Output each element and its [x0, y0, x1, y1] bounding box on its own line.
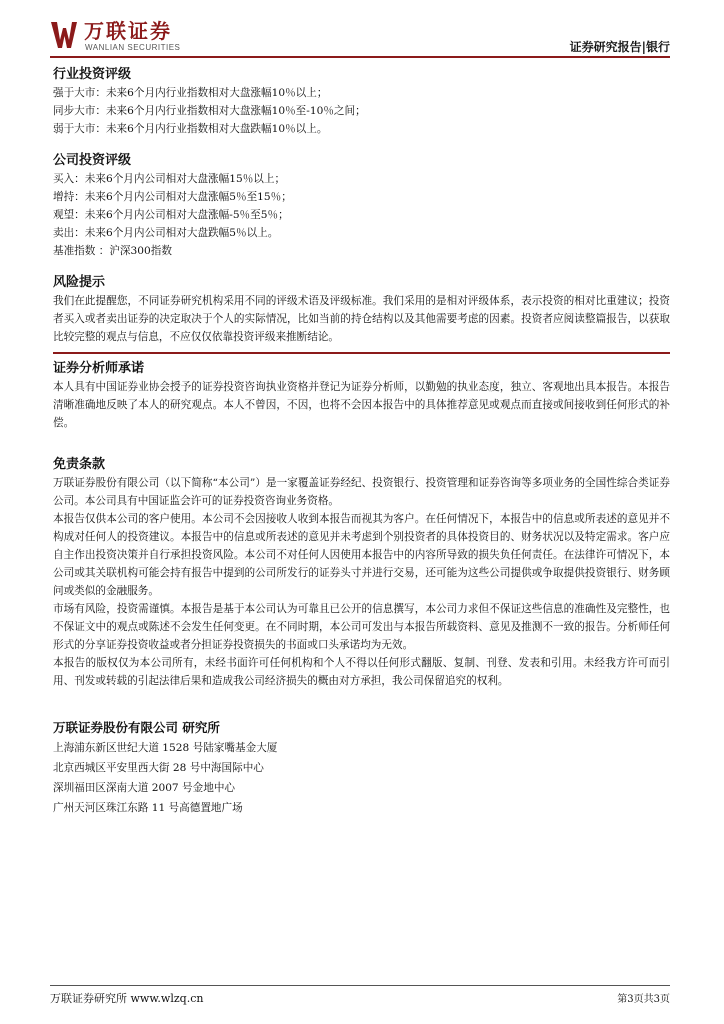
report-category: 证券研究报告|银行 — [569, 40, 670, 54]
company-rating-item: 观望：未来6个月内公司相对大盘涨幅-5％至5％； — [53, 209, 289, 221]
wanlian-logo-icon — [50, 20, 78, 50]
analyst-commitment-text: 本人具有中国证券业协会授予的证券投资咨询执业资格并登记为证券分析师，以勤勉的执业态度，独立、客观地出具本报告。本报告清晰准确地反映了本人的研究观点。本人不曾因，不因，也将不会因本报告中的具体推荐意见或观点而直接或间接收到任何形式的补偿。 — [53, 381, 670, 429]
industry-rating-item: 弱于大市：未来6个月内行业指数相对大盘跌幅10％以上。 — [53, 123, 328, 135]
disclaimer-paragraph: 本报告的版权仅为本公司所有，未经书面许可任何机构和个人不得以任何形式翻版、复制、刊登、发表和引用。未经我方许可而引用、刊发或转载的引起法律后果和造成我公司经济损失的概由对方承担，我公司保留追究的权利。 — [53, 657, 670, 687]
brand-logo — [50, 20, 210, 56]
brand-name-en: WANLIAN SECURITIES — [85, 43, 181, 52]
contact-address: 上海浦东新区世纪大道 1528 号陆家嘴基金大厦 — [53, 742, 278, 754]
analyst-commitment-title: 证券分析师承诺 — [53, 361, 145, 376]
industry-rating-item: 强于大市：未来6个月内行业指数相对大盘涨幅10％以上； — [53, 87, 328, 99]
industry-rating-item: 同步大市：未来6个月内行业指数相对大盘涨幅10％至-10％之间； — [53, 105, 366, 117]
disclaimer-title: 免责条款 — [53, 457, 106, 472]
company-rating-item: 买入：未来6个月内公司相对大盘涨幅15％以上； — [53, 173, 286, 185]
contact-company: 万联证券股份有限公司 研究所 — [53, 720, 220, 735]
company-rating-item: 增持：未来6个月内公司相对大盘涨幅5％至15％； — [53, 191, 292, 203]
company-rating-item: 卖出：未来6个月内公司相对大盘跌幅5％以上。 — [53, 227, 279, 239]
contact-address: 北京西城区平安里西大街 28 号中海国际中心 — [53, 762, 264, 774]
disclaimer-paragraph: 本报告仅供本公司的客户使用。本公司不会因接收人收到本报告而视其为客户。在任何情况下，本报告中的信息或所表述的意见并不构成对任何人的投资建议。本报告中的信息或所表述的意见并未考虑到个别投资者的具体投资目的、财务状况以及特定需求。客户应自主作出投资决策并自行承担投资风险。本公司不对任何人因使用本报告中的内容所导致的损失负任何责任。在法律许可情况下，本公司或其关联机构可能会持有报告中提到的公司所发行的证券头寸并进行交易，还可能为这些公司提供或争取提供投资银行、财务顾问或类似的金融服务。 — [53, 513, 670, 597]
risk-text: 我们在此提醒您，不同证券研究机构采用不同的评级术语及评级标准。我们采用的是相对评级体系，表示投资的相对比重建议；投资者买入或者卖出证券的决定取决于个人的实际情况，比如当前的持仓结构以及其他需要考虑的因素。投资者应阅读整篇报告，以获取比较完整的观点与信息，不应仅仅依靠投资评级来推断结论。 — [53, 295, 670, 343]
industry-rating-title: 行业投资评级 — [53, 67, 132, 82]
page-number: 第3页共3页 — [617, 994, 670, 1005]
company-rating-title: 公司投资评级 — [53, 153, 132, 168]
contact-address: 深圳福田区深南大道 2007 号金地中心 — [53, 782, 236, 794]
benchmark-index: 基准指数 ：沪深300指数 — [53, 245, 172, 257]
contact-address: 广州天河区珠江东路 11 号高德置地广场 — [53, 802, 243, 814]
disclaimer-paragraph: 市场有风险，投资需谨慎。本报告是基于本公司认为可靠且已公开的信息撰写，本公司力求但不保证这些信息的准确性及完整性，也不保证文中的观点或陈述不会发生任何变更。在不同时期，本公司可发出与本报告所载资料、意见及推测不一致的报告。分析师任何形式的分享证券投资收益或者分担证券投资损失的书面或口头承诺均为无效。 — [53, 603, 670, 651]
main-content — [53, 66, 670, 818]
risk-title: 风险提示 — [53, 275, 106, 290]
footer-source: 万联证券研究所 www.wlzq.cn — [50, 992, 204, 1005]
section-divider — [53, 352, 670, 354]
header-divider — [50, 56, 670, 58]
disclaimer-paragraph: 万联证券股份有限公司（以下简称“本公司”）是一家覆盖证券经纪、投资银行、投资管理和证券咨询等多项业务的全国性综合类证券公司。本公司具有中国证监会许可的证券投资咨询业务资格。 — [53, 477, 670, 507]
footer-divider — [50, 985, 670, 986]
brand-name-cn: 万联证券 — [84, 19, 172, 43]
